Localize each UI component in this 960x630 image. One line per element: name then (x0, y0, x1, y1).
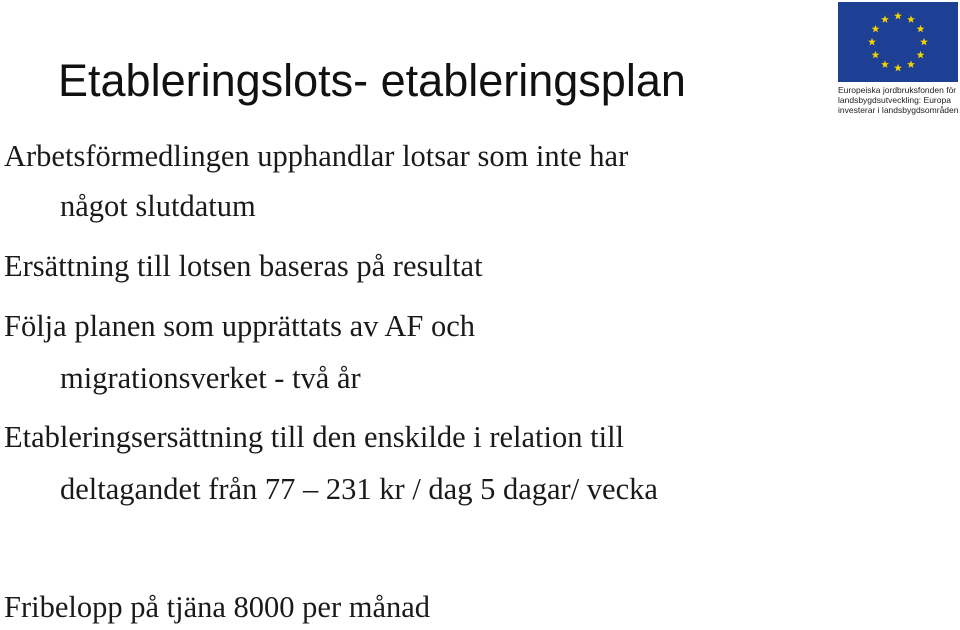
eu-logo-caption-line: landsbygdsutveckling: Europa (838, 95, 951, 105)
bullet-3-line-1: Följa planen som upprättats av AF och (4, 309, 475, 343)
bullet-1-line-1: Arbetsförmedlingen upphandlar lotsar som inte har (4, 139, 629, 173)
bullet-3-line-2: migrationsverket - två år (60, 361, 361, 395)
eu-logo-caption-line: investerar i landsbygdsområden (838, 105, 959, 115)
bullet-5-line-1: Fribelopp på tjäna 8000 per månad (4, 590, 431, 624)
bullet-1-line-2: något slutdatum (60, 189, 256, 223)
eu-logo-caption-line: Europeiska jordbruksfonden för (838, 85, 957, 95)
bullet-4-line-2: deltagandet från 77 – 231 kr / dag 5 dagar/ vecka (60, 472, 658, 506)
bullet-2-line-1: Ersättning till lotsen baseras på resultat (4, 249, 483, 283)
bullet-4-line-1: Etableringsersättning till den enskilde i relation till (4, 420, 625, 454)
slide-title: Etableringslots- etableringsplan (58, 55, 686, 106)
